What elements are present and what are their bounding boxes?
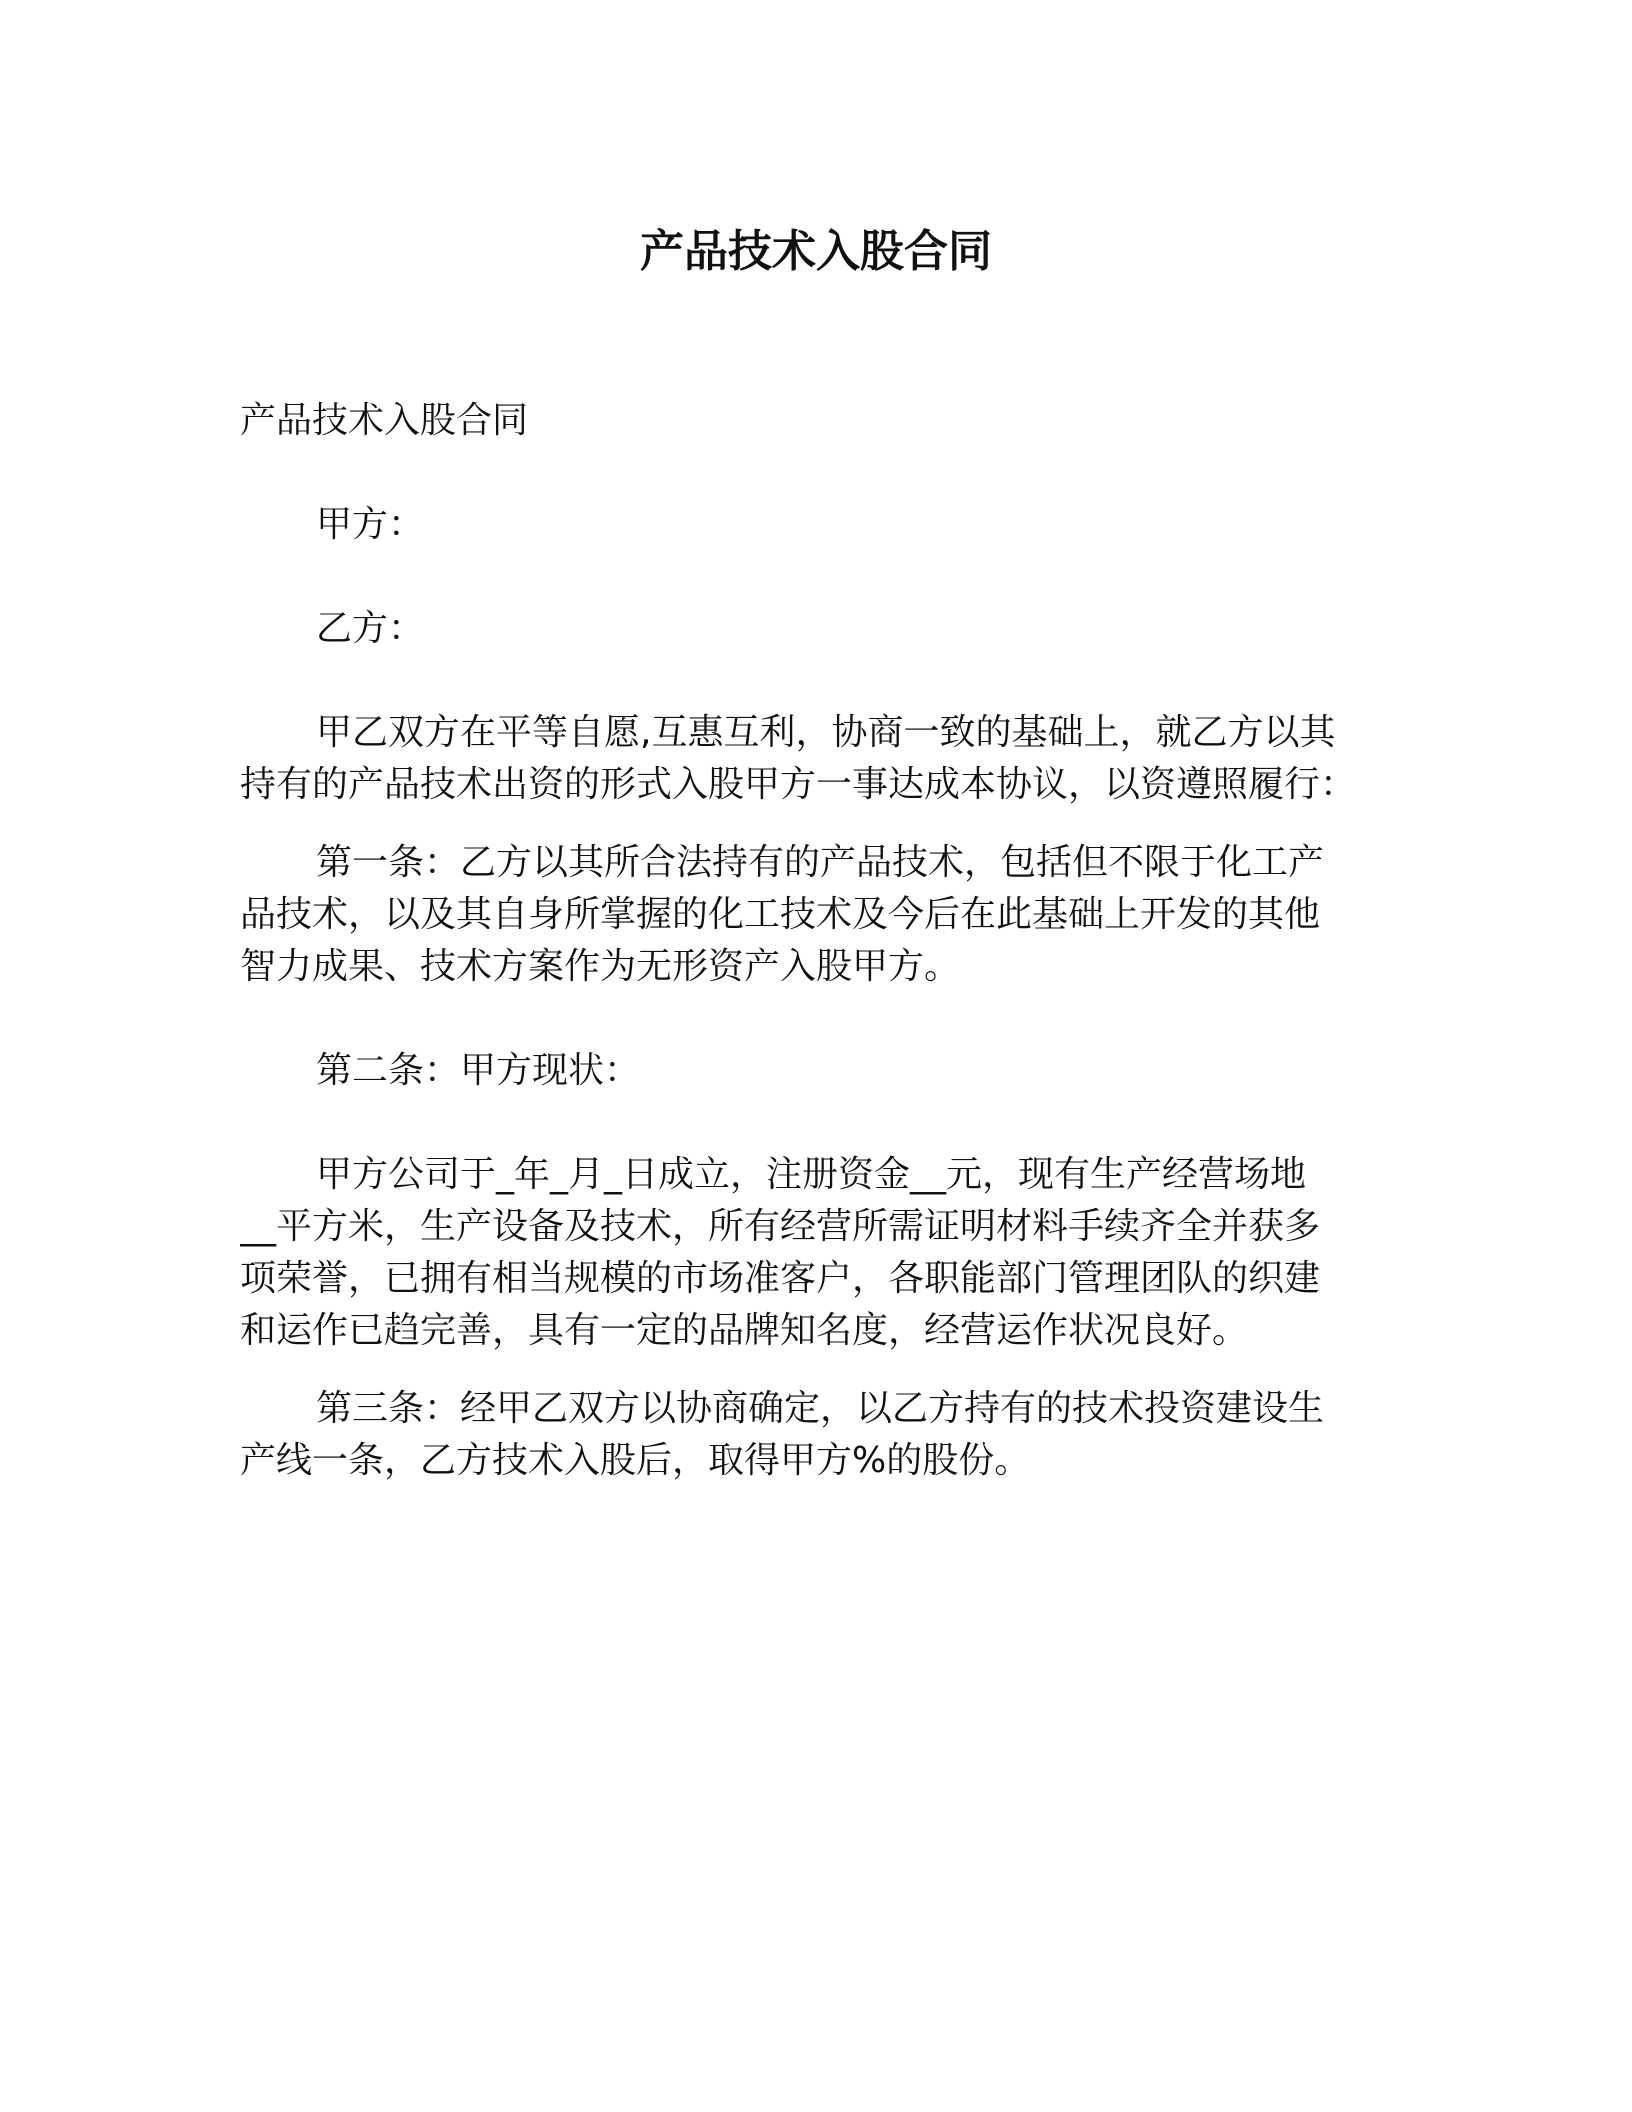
article-2-heading: 第二条：甲方现状： <box>316 1050 641 1091</box>
article-2-line: __平方米，生产设备及技术，所有经营所需证明材料手续齐全并获多 <box>240 1206 1321 1247</box>
article-1-line: 品技术，以及其自身所掌握的化工技术及今后在此基础上开发的其他 <box>240 894 1321 935</box>
article-3-paragraph <box>240 1383 1380 1487</box>
document-subtitle: 产品技术入股合同 <box>240 400 529 441</box>
article-2-line: 和运作已趋完善，具有一定的品牌知名度，经营运作状况良好。 <box>240 1310 1249 1351</box>
article-3-line: 产线一条，乙方技术入股后，取得甲方%的股份。 <box>240 1440 1031 1481</box>
article-3-line: 第三条：经甲乙双方以协商确定，以乙方持有的技术投资建设生 <box>316 1388 1325 1429</box>
party-a-label: 甲方： <box>316 504 425 545</box>
intro-line: 持有的产品技术出资的形式入股甲方一事达成本协议，以资遵照履行： <box>240 764 1357 805</box>
intro-line: 甲乙双方在平等自愿,互惠互利，协商一致的基础上，就乙方以其 <box>316 712 1336 753</box>
intro-paragraph <box>240 707 1380 811</box>
article-1-line: 第一条：乙方以其所合法持有的产品技术，包括但不限于化工产 <box>316 842 1325 883</box>
article-2-line: 项荣誉，已拥有相当规模的市场准客户，各职能部门管理团队的织建 <box>240 1258 1321 1299</box>
article-2-line: 甲方公司于_年_月_日成立，注册资金__元，现有生产经营场地 <box>316 1154 1307 1195</box>
document-body <box>240 395 1380 1487</box>
article-1-line: 智力成果、技术方案作为无形资产入股甲方。 <box>240 946 961 987</box>
article-2-paragraph <box>240 1149 1380 1357</box>
document-title: 产品技术入股合同 <box>640 226 992 277</box>
article-1-paragraph <box>240 837 1380 993</box>
party-b-label: 乙方： <box>316 608 425 649</box>
